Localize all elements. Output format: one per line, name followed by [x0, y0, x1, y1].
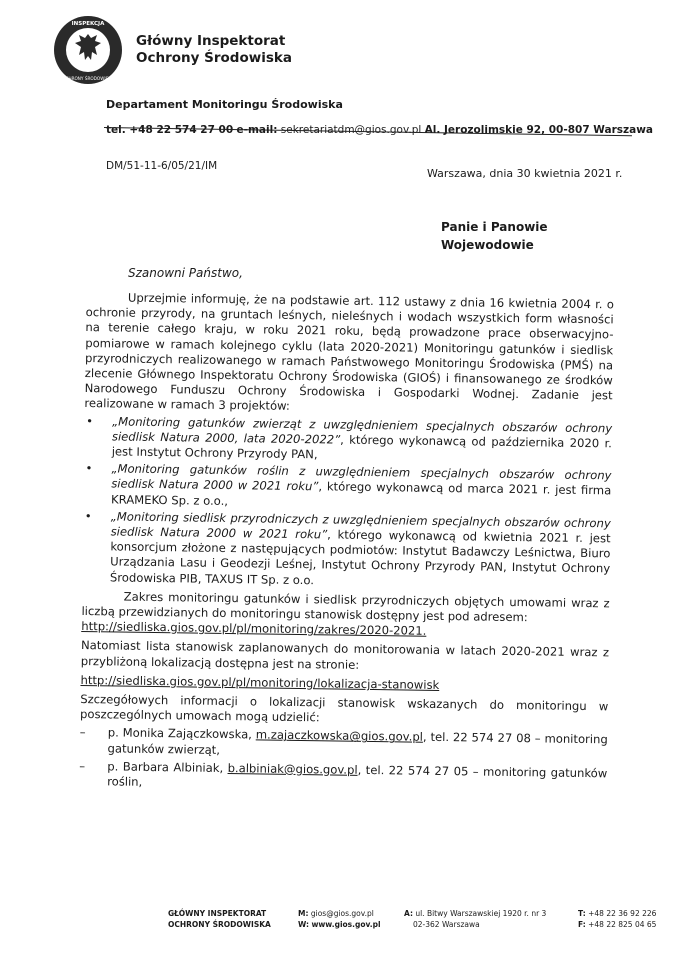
footer-mail[interactable]: gios@gios.gov.pl — [310, 909, 374, 918]
footer-fax: +48 22 825 04 65 — [588, 920, 657, 929]
addressee — [441, 218, 548, 254]
org-name-line2: Ochrony Środowiska — [136, 50, 292, 66]
contact-address: Al. Jerozolimskie 92, 00-807 Warszawa — [424, 124, 653, 136]
gios-seal-logo — [52, 14, 124, 86]
dash-marker: – — [79, 758, 86, 773]
header-organization — [136, 33, 292, 67]
footer-org-line2: OCHRONY ŚRODOWISKA — [168, 920, 271, 929]
letter-body — [79, 290, 614, 797]
project-title: „Monitoring gatunków zwierząt z uwzględnieniem specjalnych obszarów ochrony siedlisk Natura 2000, lata 2020-2022” — [111, 414, 613, 447]
svg-text:OCHRONY ŚRODOWISKA: OCHRONY ŚRODOWISKA — [62, 76, 114, 81]
project-title: „Monitoring gatunków roślin z uwzględnieniem specjalnych obszarów ochrony siedlisk Natura 2000 w 2021 roku” — [111, 461, 612, 494]
paragraph-sites: Natomiast lista stanowisk zaplanowanych do monitorowania w latach 2020-2021 wraz z przybliżoną lokalizacją dostępna jest na stronie: — [80, 638, 610, 672]
footer-mail-label: M: — [298, 909, 309, 918]
contact-person-details: , tel. 22 574 27 05 – monitoring gatunków roślin, — [107, 762, 608, 789]
reference-number: DM/51-11-6/05/21/IM — [106, 160, 218, 172]
contact-person-name: p. Barbara Albiniak, — [107, 759, 224, 775]
sites-link[interactable]: http://siedliska.gios.gov.pl/pl/monitoring/lokalizacja-stanowisk — [80, 672, 440, 692]
footer-organization — [168, 908, 271, 930]
project-item — [82, 509, 611, 592]
org-name-line1: Główny Inspektorat — [136, 33, 286, 49]
project-details: , którego wykonawcą od października 2020 r. jest Instytut Ochrony Przyrody PAN, — [111, 432, 613, 462]
scope-link[interactable]: http://siedliska.gios.gov.pl/pl/monitoring/zakres/2020-2021. — [81, 619, 427, 639]
bullet-icon: • — [84, 508, 92, 523]
sites-link-line — [80, 673, 608, 696]
project-item — [83, 461, 612, 514]
paragraph-intro: Uprzejmie informuję, że na podstawie art. 112 ustawy z dnia 16 kwietnia 2004 r. o ochronie przyrody, na gruntach leśnych, nieleśnych i wodach wszystkich form własności na terenie całego kraju, w roku 2021 roku, będą prowadzone prace obserwacyjno-pomiarowe w ramach kolejnego cyklu (lata 2020-2021) Monitoringu gatunków i siedlisk przyrodniczych realizowanego w ramach Państwowego Monitoringu Środowiska (PMŚ) na zlecenie Głównego Inspektoratu Ochrony Środowiska (GIOŚ) i finansowanego ze środków Narodowego Funduszu Ochrony Środowiska i Gospodarki Wodnej. Zadanie jest realizowane w ramach 3 projektów: — [84, 290, 614, 414]
paragraph-scope: Zakres monitoringu gatunków i siedlisk przyrodniczych objętych umowami wraz z liczbą przewidzianych do monitoringu stanowisk dostępny jest pod adresem: — [81, 589, 610, 625]
bullet-icon: • — [85, 461, 93, 476]
paragraph-contacts: Szczegółowych informacji o lokalizacji stanowisk wskazanych do monitoringu w poszczególnych umowach mogą udzielić: — [79, 692, 609, 725]
addressee-line2: Wojewodowie — [441, 238, 534, 252]
letter-date: Warszawa, dnia 30 kwietnia 2021 r. — [427, 167, 623, 180]
project-item — [84, 414, 613, 467]
contact-email-label: e-mail: — [236, 124, 278, 136]
addressee-line1: Panie i Panowie — [441, 220, 548, 234]
bullet-icon: • — [86, 413, 94, 428]
footer-addr-line1: ul. Bitwy Warszawskiej 1920 r. nr 3 — [415, 909, 547, 918]
contact-person-name: p. Monika Zajączkowska, — [107, 725, 253, 742]
footer-web[interactable]: www.gios.gov.pl — [311, 920, 381, 929]
footer-tel: +48 22 36 92 226 — [588, 909, 657, 918]
footer-phones — [578, 908, 656, 930]
footer-web-label: W: — [298, 920, 310, 929]
greeting: Szanowni Państwo, — [128, 266, 243, 280]
footer-org-line1: GŁÓWNY INSPEKTORAT — [168, 909, 267, 918]
contact-person-details: , tel. 22 574 27 08 – monitoring gatunków zwierząt, — [107, 730, 608, 757]
project-details: , którego wykonawcą od kwietnia 2021 r. jest konsorcjum złożone z następujących podmiotów: Instytut Badawczy Leśnictwa, Biuro Urządzania Lasu i Geodezji Leśnej, Instytut Ochrony Przyrody PAN, Instytut Ochrony Środowiska PIB, TAXUS IT Sp. z o.o. — [109, 527, 611, 587]
contact-person-email[interactable]: m.zajaczkowska@gios.gov.pl — [255, 727, 424, 745]
dash-marker: – — [79, 725, 86, 740]
footer-addr-line2: 02-362 Warszawa — [413, 920, 480, 929]
contact-tel: tel. +48 22 574 27 00 — [106, 124, 234, 136]
contact-email: sekretariatdm@gios.gov.pl — [280, 124, 422, 136]
project-details: , którego wykonawcą od marca 2021 r. jest firma KRAMEKO Sp. z o.o., — [110, 479, 612, 508]
contact-person-item — [79, 725, 607, 763]
contact-person-email[interactable]: b.albiniak@gios.gov.pl — [227, 760, 358, 777]
footer-fax-label: F: — [578, 920, 586, 929]
footer-address — [404, 908, 546, 930]
footer-web — [298, 908, 381, 930]
footer-addr-label: A: — [404, 909, 413, 918]
department-name: Departament Monitoringu Środowiska — [106, 98, 343, 111]
project-title: „Monitoring siedlisk przyrodniczych z uwzględnieniem specjalnych obszarów ochrony siedlisk Natura 2000 w 2021 roku” — [110, 509, 611, 542]
footer-tel-label: T: — [578, 909, 586, 918]
contact-person-item — [79, 759, 607, 797]
svg-text:INSPEKCJA: INSPEKCJA — [71, 21, 105, 27]
